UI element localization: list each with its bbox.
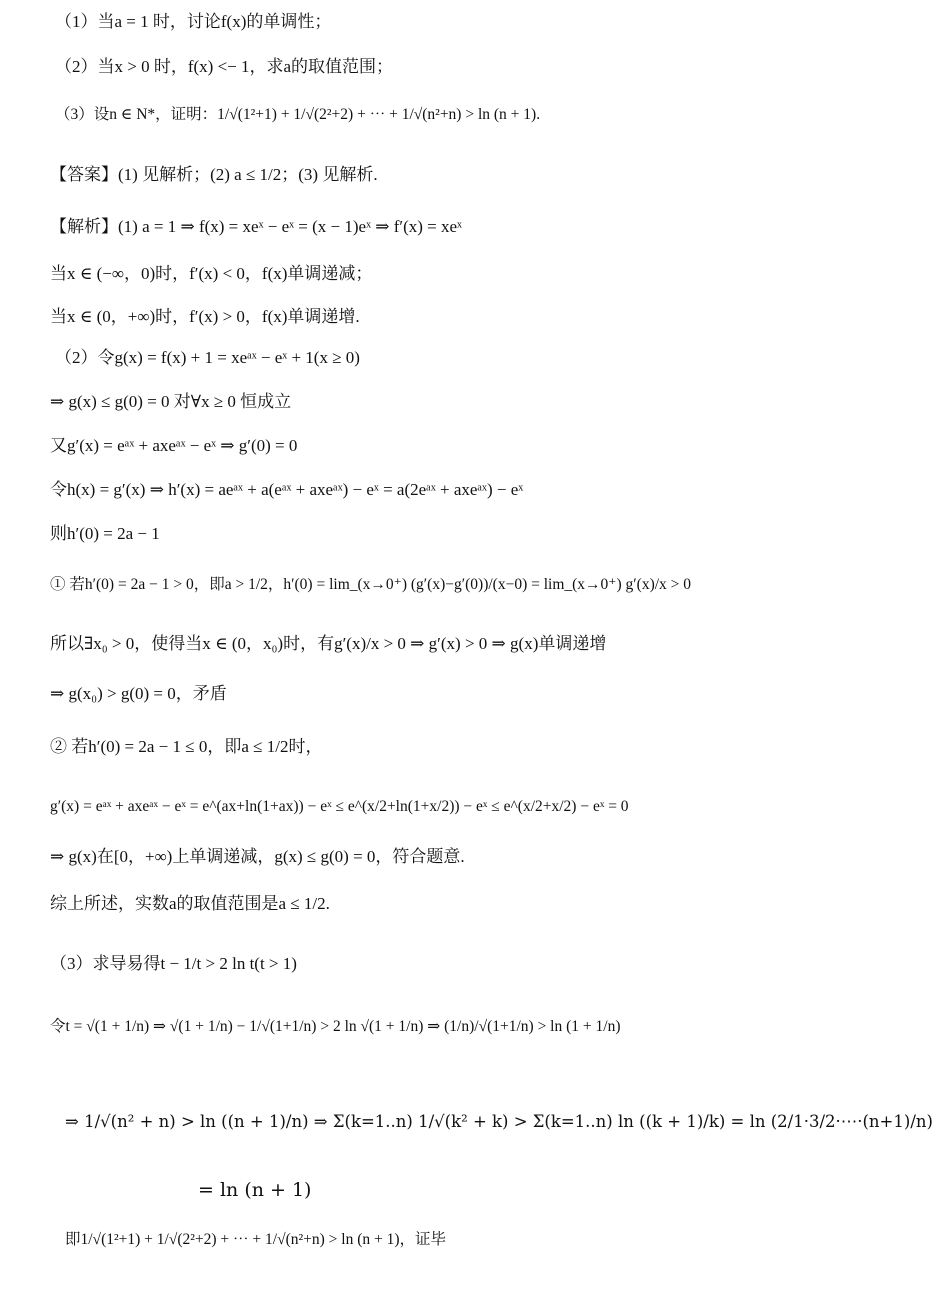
solution-part3-line1: （3）求导易得t − 1/t > 2 ln t(t > 1) xyxy=(50,954,297,973)
solution-part2-line4: 令h(x) = g′(x) ⇒ h′(x) = aeᵃˣ + a(eᵃˣ + axeᵃˣ) − eˣ = a(2eᵃˣ + axeᵃˣ) − eˣ xyxy=(50,480,524,499)
solution-part2-case1-line2: 所以∃x₀ > 0，使得当x ∈ (0，x₀)时，有g′(x)/x > 0 ⇒ g′(x) > 0 ⇒ g(x)单调递增 xyxy=(50,634,607,653)
solution-part2-line3: 又g′(x) = eᵃˣ + axeᵃˣ − eˣ ⇒ g′(0) = 0 xyxy=(50,436,298,455)
solution-part2-case2-line2: g′(x) = eᵃˣ + axeᵃˣ − eˣ = e^(ax+ln(1+ax)) − eˣ ≤ e^(x/2+ln(1+x/2)) − eˣ ≤ e^(x/2+x/2) − eˣ = 0 xyxy=(50,798,629,815)
solution-part2-case2-line3: ⇒ g(x)在[0，+∞)上单调递减，g(x) ≤ g(0) = 0，符合题意. xyxy=(50,847,465,866)
solution-part1-line2: 当x ∈ (−∞，0)时，f′(x) < 0，f(x)单调递减； xyxy=(50,264,373,283)
solution-part2-case1-line3: ⇒ g(x₀) > g(0) = 0，矛盾 xyxy=(50,684,227,703)
solution-part2-case2: ② 若h′(0) = 2a − 1 ≤ 0，即a ≤ 1/2时， xyxy=(50,737,323,756)
solution-part1-line3: 当x ∈ (0，+∞)时，f′(x) > 0，f(x)单调递增. xyxy=(50,307,360,326)
solution-part1-line1: 【解析】(1) a = 1 ⇒ f(x) = xeˣ − eˣ = (x − 1)eˣ ⇒ f′(x) = xeˣ xyxy=(50,217,462,236)
solution-part2-line5: 则h′(0) = 2a − 1 xyxy=(50,524,160,543)
question-2: （2）当x > 0 时，f(x) <− 1，求a的取值范围； xyxy=(55,57,394,76)
solution-part3-line3: ⇒ 1/√(n² + n) > ln ((n + 1)/n) ⇒ Σ(k=1..n) 1/√(k² + k) > Σ(k=1..n) ln ((k + 1)/k) = ln (2/1·3/2·⋯·(n+1)/n) xyxy=(65,1112,933,1131)
question-3: （3）设n ∈ N*，证明：1/√(1²+1) + 1/√(2²+2) + ⋯ + 1/√(n²+n) > ln (n + 1). xyxy=(55,106,541,123)
question-1: （1）当a = 1 时，讨论f(x)的单调性； xyxy=(55,12,332,31)
answer-summary: 【答案】(1) 见解析；(2) a ≤ 1/2；(3) 见解析. xyxy=(50,165,378,184)
solution-part2-line1: （2）令g(x) = f(x) + 1 = xeᵃˣ − eˣ + 1(x ≥ 0) xyxy=(55,348,360,367)
solution-part3-final: 即1/√(1²+1) + 1/√(2²+2) + ⋯ + 1/√(n²+n) > ln (n + 1)，证毕 xyxy=(65,1231,447,1248)
solution-part3-line4: = ln (n + 1) xyxy=(198,1179,312,1201)
solution-part2-conclusion: 综上所述，实数a的取值范围是a ≤ 1/2. xyxy=(50,894,330,913)
solution-part3-line2: 令t = √(1 + 1/n) ⇒ √(1 + 1/n) − 1/√(1+1/n) > 2 ln √(1 + 1/n) ⇒ (1/n)/√(1+1/n) > ln (1 + 1/n) xyxy=(50,1018,621,1035)
solution-part2-line2: ⇒ g(x) ≤ g(0) = 0 对∀x ≥ 0 恒成立 xyxy=(50,392,292,411)
solution-part2-case1: ① 若h′(0) = 2a − 1 > 0，即a > 1/2，h′(0) = lim_(x→0⁺) (g′(x)−g′(0))/(x−0) = lim_(x→0⁺) g′(x)/x > 0 xyxy=(50,576,692,593)
